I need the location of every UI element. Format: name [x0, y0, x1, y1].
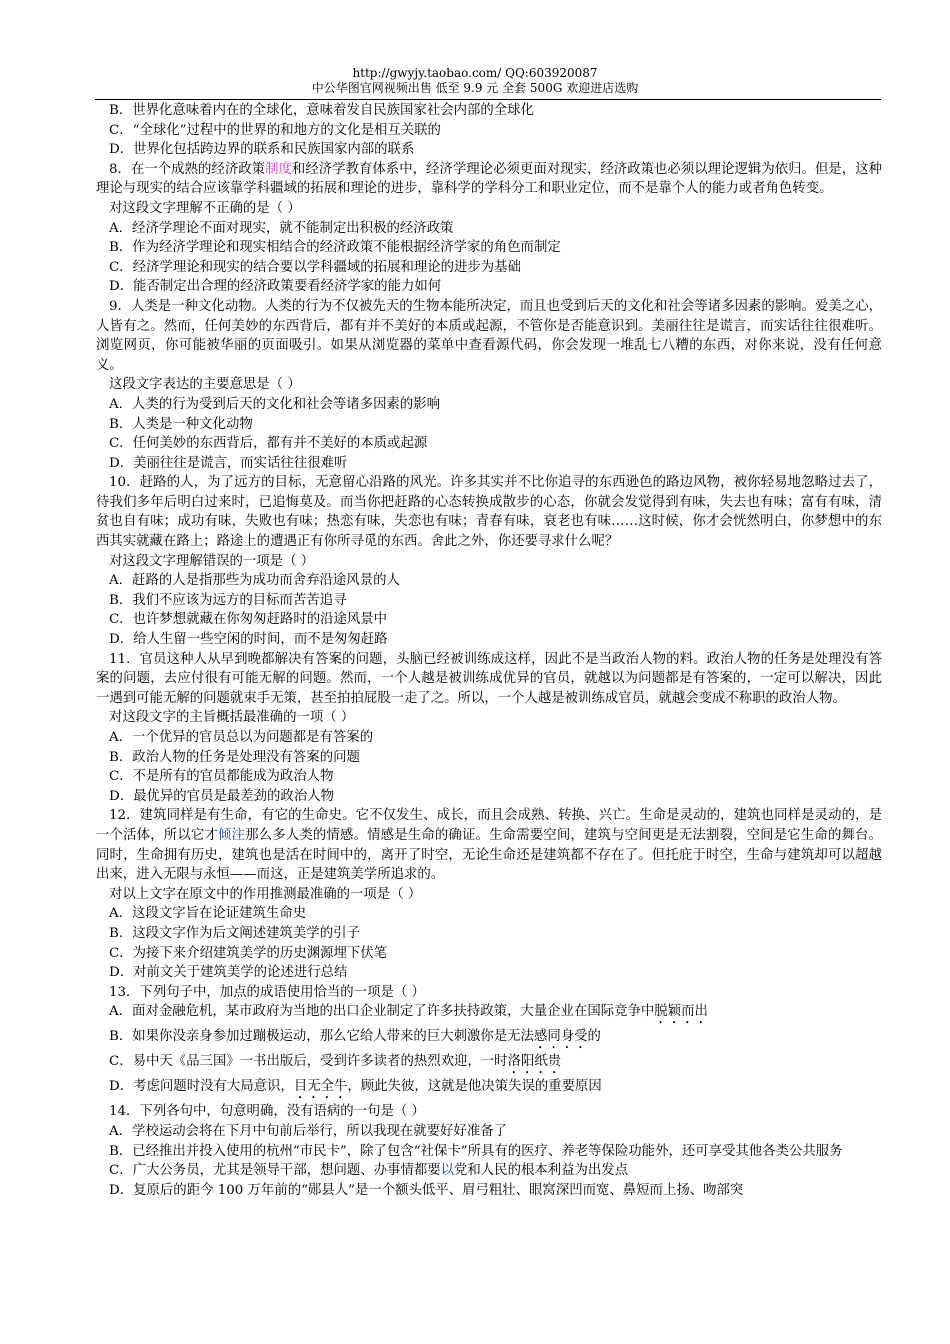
q12-question: 对以上文字在原文中的作用推测最准确的一项是（ ） [109, 886, 422, 902]
q9-option-c: C．任何美妙的东西背后，都有并不美好的本质或起源 [109, 436, 428, 452]
q14-question: 14．下列各句中，句意明确，没有语病的一句是（ ） [109, 1104, 425, 1120]
header-url: http://gwyjy.taobao.com/ QQ:603920087 [352, 66, 598, 80]
q14-option-a: A．学校运动会将在下月中旬前后举行，所以我现在就要好好准备了 [109, 1123, 507, 1139]
q8-option-b: B．作为经济学理论和现实相结合的经济政策不能根据经济学家的角色而制定 [109, 240, 561, 256]
q13-option-d-idiom: 目无全牛 [293, 1079, 348, 1095]
q10-option-a: A．赶路的人是指那些为成功而舍弃沿途风景的人 [109, 573, 400, 589]
q9-passage: 9．人类是一种文化动物。人类的行为不仅被先天的生物本能所决定，而且也受到后天的文化和社会等诸多因素的影响。爱美之心，人皆有之。然而，任何美妙的东西背后，都有并不美好的本质或起源，不管你是否能意识到。美丽往往是谎言，而实话往往很难听。浏览网页，你可能被华丽的页面吸引。如果从浏览器的菜单中查看源代码，你会发现一堆乱七八糟的东西，对你来说，没有任何意义。 [96, 298, 882, 373]
q9-question: 这段文字表达的主要意思是（ ） [109, 377, 301, 393]
q11-passage: 11．官员这种人从早到晚都解决有答案的问题，头脑已经被训练成这样，因此不是当政治人物的料。政治人物的任务是处理没有答案的问题，去应付很有可能无解的问题。然而，一个人越是被训练成优异的官员，就越以为问题都是有答案的，一定可以解决，因此一遇到可能无解的问题就束手无策，甚至拍拍屁股一走了之。所以，一个人越是被训练成官员，就越会变成不称职的政治人物。 [96, 651, 882, 706]
q11-question: 对这段文字的主旨概括最准确的一项（ ） [109, 710, 355, 726]
page-header [0, 66, 950, 96]
q14-option-c [96, 1161, 882, 1181]
q12-text-pre: 12．建筑同样是有生命，有它的生命史。它不仅发生、成长，而且会成熟、转换、兴亡。生命是灵动的，建筑也同样是灵动的，是一个活体，所以它才 [96, 808, 882, 843]
q10-option-d: D．给人生留一些空闲的时间，而不是匆匆赶路 [109, 632, 388, 648]
q12-option-d: D．对前文关于建筑美学的论述进行总结 [109, 965, 348, 981]
q10-passage: 10．赶路的人，为了远方的目标，无意留心沿路的风光。许多其实并不比你追寻的东西逊色的路边风物，被你轻易地忽略过去了，待我们多年后明白过来时，已追悔莫及。而当你把赶路的心态转换成散步的心态，你就会发觉得到有味，失去也有味；富有有味，清贫也自有味；成功有味，失败也有味；热恋有味，失恋也有味；青春有味，衰老也有味……这时候，你才会恍然明白，你梦想中的东西其实就藏在路上；路途上的遭遇正有你所寻觅的东西。舍此之外，你还要寻求什么呢？ [96, 475, 882, 550]
header-rule [95, 99, 881, 100]
q14-option-d: D．复原后的距今 100 万年前的“郧县人”是一个额头低平、眉弓粗壮、眼窝深凹而宽、鼻短而上扬、吻部突 [109, 1182, 744, 1198]
q14-option-c-tail: 党和人民的根本利益为出发点 [454, 1163, 629, 1179]
q13-option-c-text: C．易中天《品三国》一书出版后，受到许多读者的热烈欢迎，一时 [109, 1054, 508, 1070]
q8-option-c: C．经济学理论和现实的结合要以学科疆域的拓展和理论的进步为基础 [109, 259, 521, 275]
q7-option-d: D．世界化包括跨边界的联系和民族国家内部的联系 [109, 142, 415, 158]
q8-option-a: A．经济学理论不面对现实，就不能制定出积极的经济政策 [109, 220, 454, 236]
q8-text-pre: 8．在一个成熟的经济政策 [109, 161, 266, 177]
q11-option-a: A．一个优异的官员总以为问题都是有答案的 [109, 730, 374, 745]
q13-option-c-idiom: 洛阳纸贵 [507, 1054, 562, 1070]
q11-option-b: B．政治人物的任务是处理没有答案的问题 [109, 749, 360, 765]
q13-option-d-text: D．考虑问题时没有大局意识， [109, 1079, 294, 1095]
q14-link[interactable]: 以 [440, 1163, 455, 1179]
q12-text-post: 那么多人类的情感。情感是生命的确证。生命需要空间，建筑与空间更是无法割裂，空间是它生命的舞台。同时，生命拥有历史，建筑也是活在时间中的，离开了时空，无论生命还是建筑都不存在了。但托庇于时空，生命与建筑却可以超越出来，进入无限与永恒——而这，正是建筑美学所追求的。 [96, 827, 883, 883]
q8-text-post: 和经济学教育体系中，经济学理论必须更面对现实，经济政策也必须以理论逻辑为依归。但是，这种理论与现实的结合应该靠学科疆域的拓展和理论的进步，靠科学的学科分工和职业定位，而不是靠个人的能力或者角色转变。 [96, 161, 882, 197]
q13-option-d [96, 1077, 882, 1102]
q8-link[interactable]: 制度 [265, 161, 292, 177]
q13-option-a-text: A．面对金融危机，某市政府为当地的出口企业制定了许多扶持政策，大量企业在国际竞争中 [109, 1004, 655, 1020]
q10-option-c: C．也许梦想就藏在你匆匆赶路时的沿途风景中 [109, 612, 388, 628]
q7-option-c: C．“全球化”过程中的世界的和地方的文化是相互关联的 [109, 122, 441, 138]
document-body [96, 101, 882, 1200]
q9-option-a: A．人类的行为受到后天的文化和社会等诸多因素的影响 [109, 396, 441, 412]
q13-option-a [96, 1002, 882, 1027]
header-ad: 中公华图官网视频出售 低至 9.9 元 全套 500G 欢迎进店选购 [311, 81, 639, 95]
q10-option-b: B．我们不应该为远方的目标而苦苦追寻 [109, 592, 347, 608]
q13-question: 13．下列句子中，加点的成语使用恰当的一项是（ ） [109, 984, 425, 1000]
q14-option-c-text: C．广大公务员，尤其是领导干部，想问题、办事情都要 [109, 1163, 441, 1179]
q8-passage [96, 160, 882, 199]
q8-option-d: D．能否制定出合理的经济政策要看经济学家的能力如何 [109, 279, 442, 295]
q12-passage [96, 806, 882, 884]
q14-option-b: B．已经推出并投入使用的杭州“市民卡”，除了包含“社保卡”所具有的医疗、养老等保险功能外，还可享受其他各类公共服务 [109, 1143, 843, 1159]
q13-option-b [96, 1027, 882, 1052]
q12-option-b: B．这段文字作为后文阐述建筑美学的引子 [109, 925, 360, 941]
q9-option-b: B．人类是一种文化动物 [109, 416, 253, 432]
q12-option-c: C．为接下来介绍建筑美学的历史渊源埋下伏笔 [109, 945, 388, 961]
q11-option-c: C．不是所有的官员都能成为政治人物 [109, 769, 334, 785]
q13-option-b-tail: 的 [587, 1029, 601, 1045]
q11-option-d: D．最优异的官员是最差劲的政治人物 [109, 788, 334, 804]
q7-option-b: B．世界化意味着内在的全球化，意味着发自民族国家社会内部的全球化 [109, 103, 534, 118]
q13-option-b-idiom: 感同身受 [533, 1029, 588, 1045]
q13-option-a-idiom: 脱颖而出 [654, 1004, 708, 1020]
q13-option-b-text: B．如果你没亲身参加过蹦极运动，那么它给人带来的巨大刺激你是无法 [109, 1029, 534, 1045]
q12-option-a: A．这段文字旨在论证建筑生命史 [109, 906, 307, 922]
q10-question: 对这段文字理解错误的一项是（ ） [109, 553, 315, 569]
q12-link[interactable]: 倾注 [218, 827, 246, 843]
q8-question: 对这段文字理解不正确的是（ ） [109, 200, 301, 216]
q9-option-d: D．美丽往往是谎言，而实话往往很难听 [109, 455, 348, 471]
q13-option-d-tail: ，顾此失彼，这就是他决策失误的重要原因 [347, 1079, 602, 1095]
q13-option-c [96, 1052, 882, 1077]
